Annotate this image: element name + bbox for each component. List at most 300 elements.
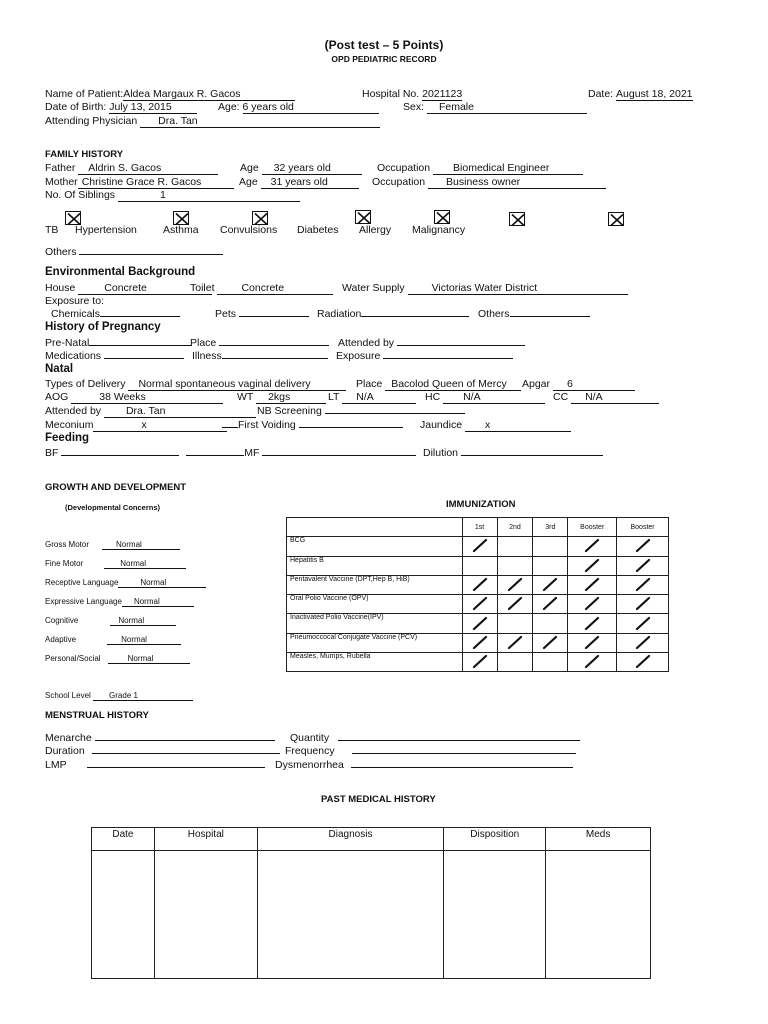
age-label: Age:	[218, 101, 240, 113]
check-stroke-icon	[635, 596, 651, 610]
date-row	[588, 88, 693, 101]
dose-cell[interactable]	[462, 575, 497, 594]
growth-item-value[interactable]: Normal	[107, 635, 181, 645]
dysmenorrhea-row	[275, 759, 573, 771]
dose-cell[interactable]	[568, 633, 617, 652]
check-stroke-icon	[472, 616, 488, 630]
dose-cell[interactable]	[617, 575, 669, 594]
lt-field[interactable]: N/A	[342, 392, 416, 404]
pregnancy-attended-field[interactable]	[397, 345, 525, 346]
apgar-row	[522, 378, 635, 391]
immunization-table	[286, 517, 669, 672]
pmh-col-header: Hospital	[154, 828, 257, 851]
radiation-label: Radiation	[317, 308, 362, 320]
check-stroke-icon	[472, 538, 488, 552]
dilution-row	[423, 447, 603, 459]
exposure-others-label: Others	[478, 308, 510, 320]
frequency-label: Frequency	[285, 745, 335, 757]
growth-item-label: Expressive Language	[45, 597, 122, 606]
x-mark-icon	[510, 213, 526, 227]
jaundice-label: Jaundice	[420, 419, 463, 431]
sex-row	[403, 101, 587, 114]
check-stroke-icon	[635, 538, 651, 552]
siblings-row	[45, 189, 300, 202]
hospital-no-field[interactable]: 2021123	[422, 88, 463, 100]
prenatal-row	[45, 337, 191, 349]
check-stroke-icon	[507, 635, 523, 649]
check-stroke-icon	[584, 538, 600, 552]
family-others-field[interactable]	[79, 254, 223, 255]
exposure-label: Exposure to:	[45, 295, 104, 307]
immunization-col-header: 1st	[462, 518, 497, 537]
mother-age-row	[239, 176, 359, 189]
father-row	[45, 162, 218, 175]
check-stroke-icon	[507, 577, 523, 591]
pmh-meds-cell[interactable]	[546, 851, 651, 979]
bf-extra-field[interactable]	[186, 455, 244, 456]
bf-field[interactable]	[61, 455, 179, 456]
dose-cell[interactable]	[497, 633, 533, 652]
bf-label: BF	[45, 447, 59, 459]
meconium-row	[45, 419, 227, 432]
dose-cell[interactable]	[533, 575, 568, 594]
malignancy-checkbox[interactable]	[608, 212, 624, 226]
table-row	[287, 595, 669, 614]
growth-item-value[interactable]: Normal	[108, 654, 190, 664]
pregnancy-attended-label: Attended by	[338, 337, 395, 349]
frequency-field[interactable]	[352, 753, 576, 754]
exposure-others-row	[478, 308, 590, 320]
lt-row	[328, 391, 416, 404]
natal-place-row	[356, 378, 521, 391]
dose-cell[interactable]	[617, 614, 669, 633]
check-stroke-icon	[542, 635, 558, 649]
dose-cell[interactable]	[497, 614, 533, 633]
water-label: Water Supply	[342, 282, 405, 294]
pets-row	[215, 308, 309, 320]
first-voiding-field[interactable]	[299, 427, 403, 428]
toilet-row	[190, 282, 333, 295]
dose-cell[interactable]	[533, 595, 568, 614]
dose-cell[interactable]	[497, 575, 533, 594]
condition-label-asthma: Asthma	[163, 224, 199, 236]
pregnancy-exposure-label: Exposure	[336, 350, 381, 362]
table-row	[92, 851, 651, 979]
pmh-col-header: Meds	[546, 828, 651, 851]
physician-row	[45, 115, 380, 128]
cc-field[interactable]: N/A	[571, 392, 659, 404]
dose-cell[interactable]	[617, 653, 669, 672]
patient-name-label: Name of Patient:	[45, 88, 124, 100]
growth-item	[45, 559, 186, 569]
father-age-label: Age	[240, 162, 259, 174]
water-field[interactable]: Victorias Water District	[408, 283, 628, 295]
growth-item-label: Cognitive	[45, 616, 79, 625]
toilet-field[interactable]: Concrete	[217, 283, 333, 295]
pregnancy-place-label: Place	[190, 337, 217, 349]
mother-age-field[interactable]: 31 years old	[261, 177, 359, 189]
check-stroke-icon	[635, 558, 651, 572]
pregnancy-exposure-row	[336, 350, 513, 362]
check-stroke-icon	[635, 577, 651, 591]
dose-cell[interactable]	[617, 556, 669, 575]
pmh-col-header: Disposition	[444, 828, 546, 851]
dysmenorrhea-label: Dysmenorrhea	[275, 759, 344, 771]
growth-item-label: Receptive Language	[45, 578, 119, 587]
patient-name-field[interactable]: Aldea Margaux R. Gacos	[123, 89, 295, 101]
dilution-label: Dilution	[423, 447, 459, 459]
chemicals-label: Chemicals	[51, 308, 101, 320]
father-occupation-label: Occupation	[377, 162, 431, 174]
hospital-no-label: Hospital No.	[362, 88, 420, 100]
condition-label-malignancy: Malignancy	[412, 224, 466, 236]
lmp-row	[45, 759, 265, 771]
wt-label: WT	[237, 391, 254, 403]
radiation-row	[317, 308, 469, 320]
aog-label: AOG	[45, 391, 69, 403]
hospital-no-row	[362, 88, 462, 101]
vaccine-name: Measles, Mumps, Rubella	[287, 653, 463, 672]
dose-cell[interactable]	[497, 537, 533, 556]
first-voiding-lead-line	[222, 427, 238, 428]
father-occupation-field[interactable]: Biomedical Engineer	[433, 163, 583, 175]
growth-item	[45, 616, 176, 626]
check-stroke-icon	[635, 635, 651, 649]
menarche-label: Menarche	[45, 732, 92, 744]
dose-cell[interactable]	[533, 556, 568, 575]
check-stroke-icon	[542, 577, 558, 591]
illness-field[interactable]	[222, 358, 328, 359]
x-mark-icon	[609, 213, 625, 227]
prenatal-field[interactable]	[89, 345, 191, 346]
age-field[interactable]: 6 years old	[243, 102, 379, 114]
x-mark-icon	[356, 211, 372, 225]
dose-cell[interactable]	[568, 614, 617, 633]
page-subtitle: OPD PEDIATRIC RECORD	[331, 54, 437, 64]
dose-cell[interactable]	[497, 556, 533, 575]
family-others-label: Others	[45, 246, 77, 258]
aog-row	[45, 391, 223, 404]
pregnancy-place-row	[190, 337, 329, 349]
past-medical-header-row	[92, 828, 651, 851]
quantity-label: Quantity	[290, 732, 330, 744]
natal-attended-row	[45, 405, 256, 418]
x-mark-icon	[435, 211, 451, 225]
mf-label: MF	[244, 447, 260, 459]
pmh-disposition-cell[interactable]	[444, 851, 546, 979]
first-voiding-row	[222, 419, 403, 431]
vaccine-name: Inactivated Polio Vaccine(IPV)	[287, 614, 463, 633]
school-level-field[interactable]: Grade 1	[93, 691, 193, 701]
mother-occupation-label: Occupation	[372, 176, 426, 188]
vaccine-name: Pneumoccocal Conjugate Vaccine (PCV)	[287, 633, 463, 652]
growth-item-value[interactable]: Normal	[118, 578, 206, 588]
medications-field[interactable]	[104, 358, 184, 359]
table-row	[287, 633, 669, 652]
check-stroke-icon	[635, 654, 651, 668]
mf-field[interactable]	[262, 455, 416, 456]
age-row	[218, 101, 379, 114]
condition-label-convulsions: Convulsions	[220, 224, 278, 236]
water-row	[342, 282, 628, 295]
pmh-diagnosis-cell[interactable]	[257, 851, 444, 979]
immunization-col-header: 3rd	[533, 518, 568, 537]
check-stroke-icon	[584, 577, 600, 591]
sex-label: Sex:	[403, 101, 425, 113]
father-age-field[interactable]: 32 years old	[262, 163, 362, 175]
dilution-field[interactable]	[461, 455, 603, 456]
natal-heading: Natal	[45, 363, 74, 375]
dose-cell[interactable]	[462, 653, 497, 672]
pmh-date-cell[interactable]	[92, 851, 155, 979]
immunization-header-row	[287, 518, 669, 537]
duration-row	[45, 745, 280, 757]
siblings-field[interactable]: 1	[118, 190, 300, 202]
delivery-label: Types of Delivery	[45, 378, 126, 390]
illness-row	[192, 350, 328, 362]
growth-item-value[interactable]: Normal	[110, 616, 176, 626]
condition-label-hypertension: Hypertension	[75, 224, 137, 236]
duration-label: Duration	[45, 745, 85, 757]
dose-cell[interactable]	[568, 556, 617, 575]
check-stroke-icon	[584, 558, 600, 572]
first-voiding-label: First Voiding	[238, 419, 296, 431]
pmh-col-header: Date	[92, 828, 155, 851]
check-stroke-icon	[542, 596, 558, 610]
growth-item	[45, 540, 180, 550]
check-stroke-icon	[584, 616, 600, 630]
house-row	[45, 282, 212, 295]
dose-cell[interactable]	[617, 537, 669, 556]
school-level-label: School Level	[45, 691, 91, 700]
physician-label: Attending Physician	[45, 115, 138, 127]
meconium-field[interactable]: x	[93, 420, 227, 432]
apgar-label: Apgar	[522, 378, 551, 390]
dose-cell[interactable]	[533, 633, 568, 652]
house-label: House	[45, 282, 76, 294]
dose-cell[interactable]	[533, 537, 568, 556]
dose-cell[interactable]	[533, 653, 568, 672]
pregnancy-attended-row	[338, 337, 525, 349]
dob-field[interactable]: July 13, 2015	[109, 102, 197, 114]
growth-item-label: Gross Motor	[45, 540, 90, 549]
lmp-field[interactable]	[87, 767, 265, 768]
vaccine-name: Pentavalent Vaccine (DPT,Hep B, HiB)	[287, 575, 463, 594]
cc-label: CC	[553, 391, 569, 403]
prenatal-label: Pre-Natal	[45, 337, 90, 349]
apgar-field[interactable]: 6	[553, 379, 635, 391]
mother-occupation-field[interactable]: Business owner	[428, 177, 606, 189]
cc-row	[553, 391, 659, 404]
growth-item	[45, 635, 181, 645]
asthma-checkbox[interactable]	[252, 211, 268, 225]
natal-place-field[interactable]: Bacolod Queen of Mercy	[385, 379, 521, 391]
jaundice-field[interactable]: x	[465, 420, 571, 432]
growth-item	[45, 597, 194, 607]
environment-heading: Environmental Background	[45, 266, 196, 278]
father-age-row	[240, 162, 362, 175]
check-stroke-icon	[584, 654, 600, 668]
hypertension-checkbox[interactable]	[173, 211, 189, 225]
dose-cell[interactable]	[533, 614, 568, 633]
dose-cell[interactable]	[568, 537, 617, 556]
pets-field[interactable]	[239, 316, 309, 317]
feeding-heading: Feeding	[45, 432, 90, 444]
immunization-col-header: Booster	[568, 518, 617, 537]
wt-row	[237, 391, 326, 404]
check-stroke-icon	[635, 616, 651, 630]
vaccine-name: BCG	[287, 537, 463, 556]
dose-cell[interactable]	[617, 595, 669, 614]
menarche-field[interactable]	[95, 740, 275, 741]
dose-cell[interactable]	[568, 595, 617, 614]
dose-cell[interactable]	[497, 653, 533, 672]
check-stroke-icon	[584, 596, 600, 610]
chemicals-field[interactable]	[100, 316, 180, 317]
dob-label: Date of Birth:	[45, 101, 107, 113]
growth-item-label: Fine Motor	[45, 559, 84, 568]
medications-row	[45, 350, 184, 362]
date-label: Date:	[588, 88, 614, 100]
growth-item-label: Adaptive	[45, 635, 77, 644]
dose-cell[interactable]	[568, 575, 617, 594]
menstrual-heading: MENSTRUAL HISTORY	[45, 710, 149, 721]
dose-cell[interactable]	[462, 633, 497, 652]
quantity-row	[290, 732, 580, 744]
father-label: Father	[45, 162, 76, 174]
natal-place-label: Place	[356, 378, 383, 390]
tb-checkbox[interactable]	[65, 211, 81, 225]
check-stroke-icon	[472, 635, 488, 649]
immunization-heading: IMMUNIZATION	[446, 499, 516, 510]
pmh-col-header: Diagnosis	[257, 828, 444, 851]
convulsions-checkbox[interactable]	[355, 210, 371, 224]
dysmenorrhea-field[interactable]	[351, 767, 573, 768]
lmp-label: LMP	[45, 759, 67, 771]
mother-field[interactable]: Christine Grace R. Gacos	[78, 177, 234, 189]
allergy-checkbox[interactable]	[509, 212, 525, 226]
natal-attended-label: Attended by	[45, 405, 102, 417]
pregnancy-place-field[interactable]	[219, 345, 329, 346]
medications-label: Medications	[45, 350, 102, 362]
nb-screening-label: NB Screening	[257, 405, 322, 417]
check-stroke-icon	[472, 577, 488, 591]
page-title: (Post test – 5 Points)	[324, 38, 444, 52]
father-field[interactable]: Aldrin S. Gacos	[78, 163, 218, 175]
delivery-field[interactable]: Normal spontaneous vaginal delivery	[128, 379, 346, 391]
growth-item-value[interactable]: Normal	[122, 597, 194, 607]
condition-label-allergy: Allergy	[359, 224, 392, 236]
illness-label: Illness	[192, 350, 222, 362]
check-stroke-icon	[584, 635, 600, 649]
dose-cell[interactable]	[617, 633, 669, 652]
exposure-others-field[interactable]	[510, 316, 590, 317]
frequency-row	[285, 745, 576, 757]
aog-field[interactable]: 38 Weeks	[71, 392, 223, 404]
chemicals-row	[51, 308, 180, 320]
dose-cell[interactable]	[497, 595, 533, 614]
duration-field[interactable]	[92, 753, 280, 754]
check-stroke-icon	[472, 596, 488, 610]
nb-screening-field[interactable]	[325, 413, 465, 414]
table-row	[287, 614, 669, 633]
school-level-row	[45, 691, 193, 701]
quantity-field[interactable]	[338, 740, 580, 741]
sex-field[interactable]: Female	[427, 102, 587, 114]
mother-occupation-row	[372, 176, 606, 189]
hc-row	[425, 391, 545, 404]
jaundice-row	[420, 419, 571, 432]
toilet-label: Toilet	[190, 282, 215, 294]
dose-cell[interactable]	[568, 653, 617, 672]
siblings-label: No. Of Siblings	[45, 189, 116, 201]
immunization-header-blank	[287, 518, 463, 537]
growth-subheading: (Developmental Concerns)	[65, 503, 161, 512]
house-field[interactable]: Concrete	[78, 283, 212, 295]
vaccine-name: Oral Polio Vaccine (OPV)	[287, 595, 463, 614]
physician-field[interactable]: Dra. Tan	[140, 116, 380, 128]
bf-row	[45, 447, 416, 459]
father-occupation-row	[377, 162, 583, 175]
patient-name-row	[45, 88, 295, 101]
growth-heading: GROWTH AND DEVELOPMENT	[45, 482, 187, 493]
mother-row	[45, 176, 234, 189]
natal-attended-field[interactable]: Dra. Tan	[104, 406, 256, 418]
lt-label: LT	[328, 391, 340, 403]
nb-screening-row	[257, 405, 465, 417]
table-row	[287, 575, 669, 594]
diabetes-checkbox[interactable]	[434, 210, 450, 224]
growth-item	[45, 654, 190, 664]
dose-cell[interactable]	[462, 537, 497, 556]
immunization-col-header: Booster	[617, 518, 669, 537]
menarche-row	[45, 732, 275, 744]
radiation-field[interactable]	[361, 316, 469, 317]
family-history-heading: FAMILY HISTORY	[45, 149, 124, 160]
condition-label-diabetes: Diabetes	[297, 224, 339, 236]
growth-item	[45, 578, 206, 588]
meconium-label: Meconium	[45, 419, 94, 431]
pets-label: Pets	[215, 308, 237, 320]
dose-cell[interactable]	[462, 556, 497, 575]
vaccine-name: Hepatitis B	[287, 556, 463, 575]
dob-row	[45, 101, 197, 114]
immunization-col-header: 2nd	[497, 518, 533, 537]
hc-label: HC	[425, 391, 441, 403]
growth-item-value[interactable]: Normal	[104, 559, 186, 569]
pregnancy-exposure-field[interactable]	[383, 358, 513, 359]
mother-label: Mother	[45, 176, 78, 188]
growth-item-label: Personal/Social	[45, 654, 101, 663]
check-stroke-icon	[472, 654, 488, 668]
pregnancy-heading: History of Pregnancy	[45, 321, 161, 333]
mother-age-label: Age	[239, 176, 258, 188]
date-field[interactable]: August 18, 2021	[616, 88, 693, 100]
hc-field[interactable]: N/A	[443, 392, 545, 404]
dose-cell[interactable]	[462, 614, 497, 633]
table-row	[287, 653, 669, 672]
table-row	[287, 537, 669, 556]
dose-cell[interactable]	[462, 595, 497, 614]
check-stroke-icon	[507, 596, 523, 610]
wt-field[interactable]: 2kgs	[256, 392, 326, 404]
pmh-hospital-cell[interactable]	[154, 851, 257, 979]
delivery-row	[45, 378, 346, 391]
growth-item-value[interactable]: Normal	[102, 540, 180, 550]
table-row	[287, 556, 669, 575]
past-medical-table	[91, 827, 651, 979]
past-medical-heading: PAST MEDICAL HISTORY	[321, 794, 436, 805]
